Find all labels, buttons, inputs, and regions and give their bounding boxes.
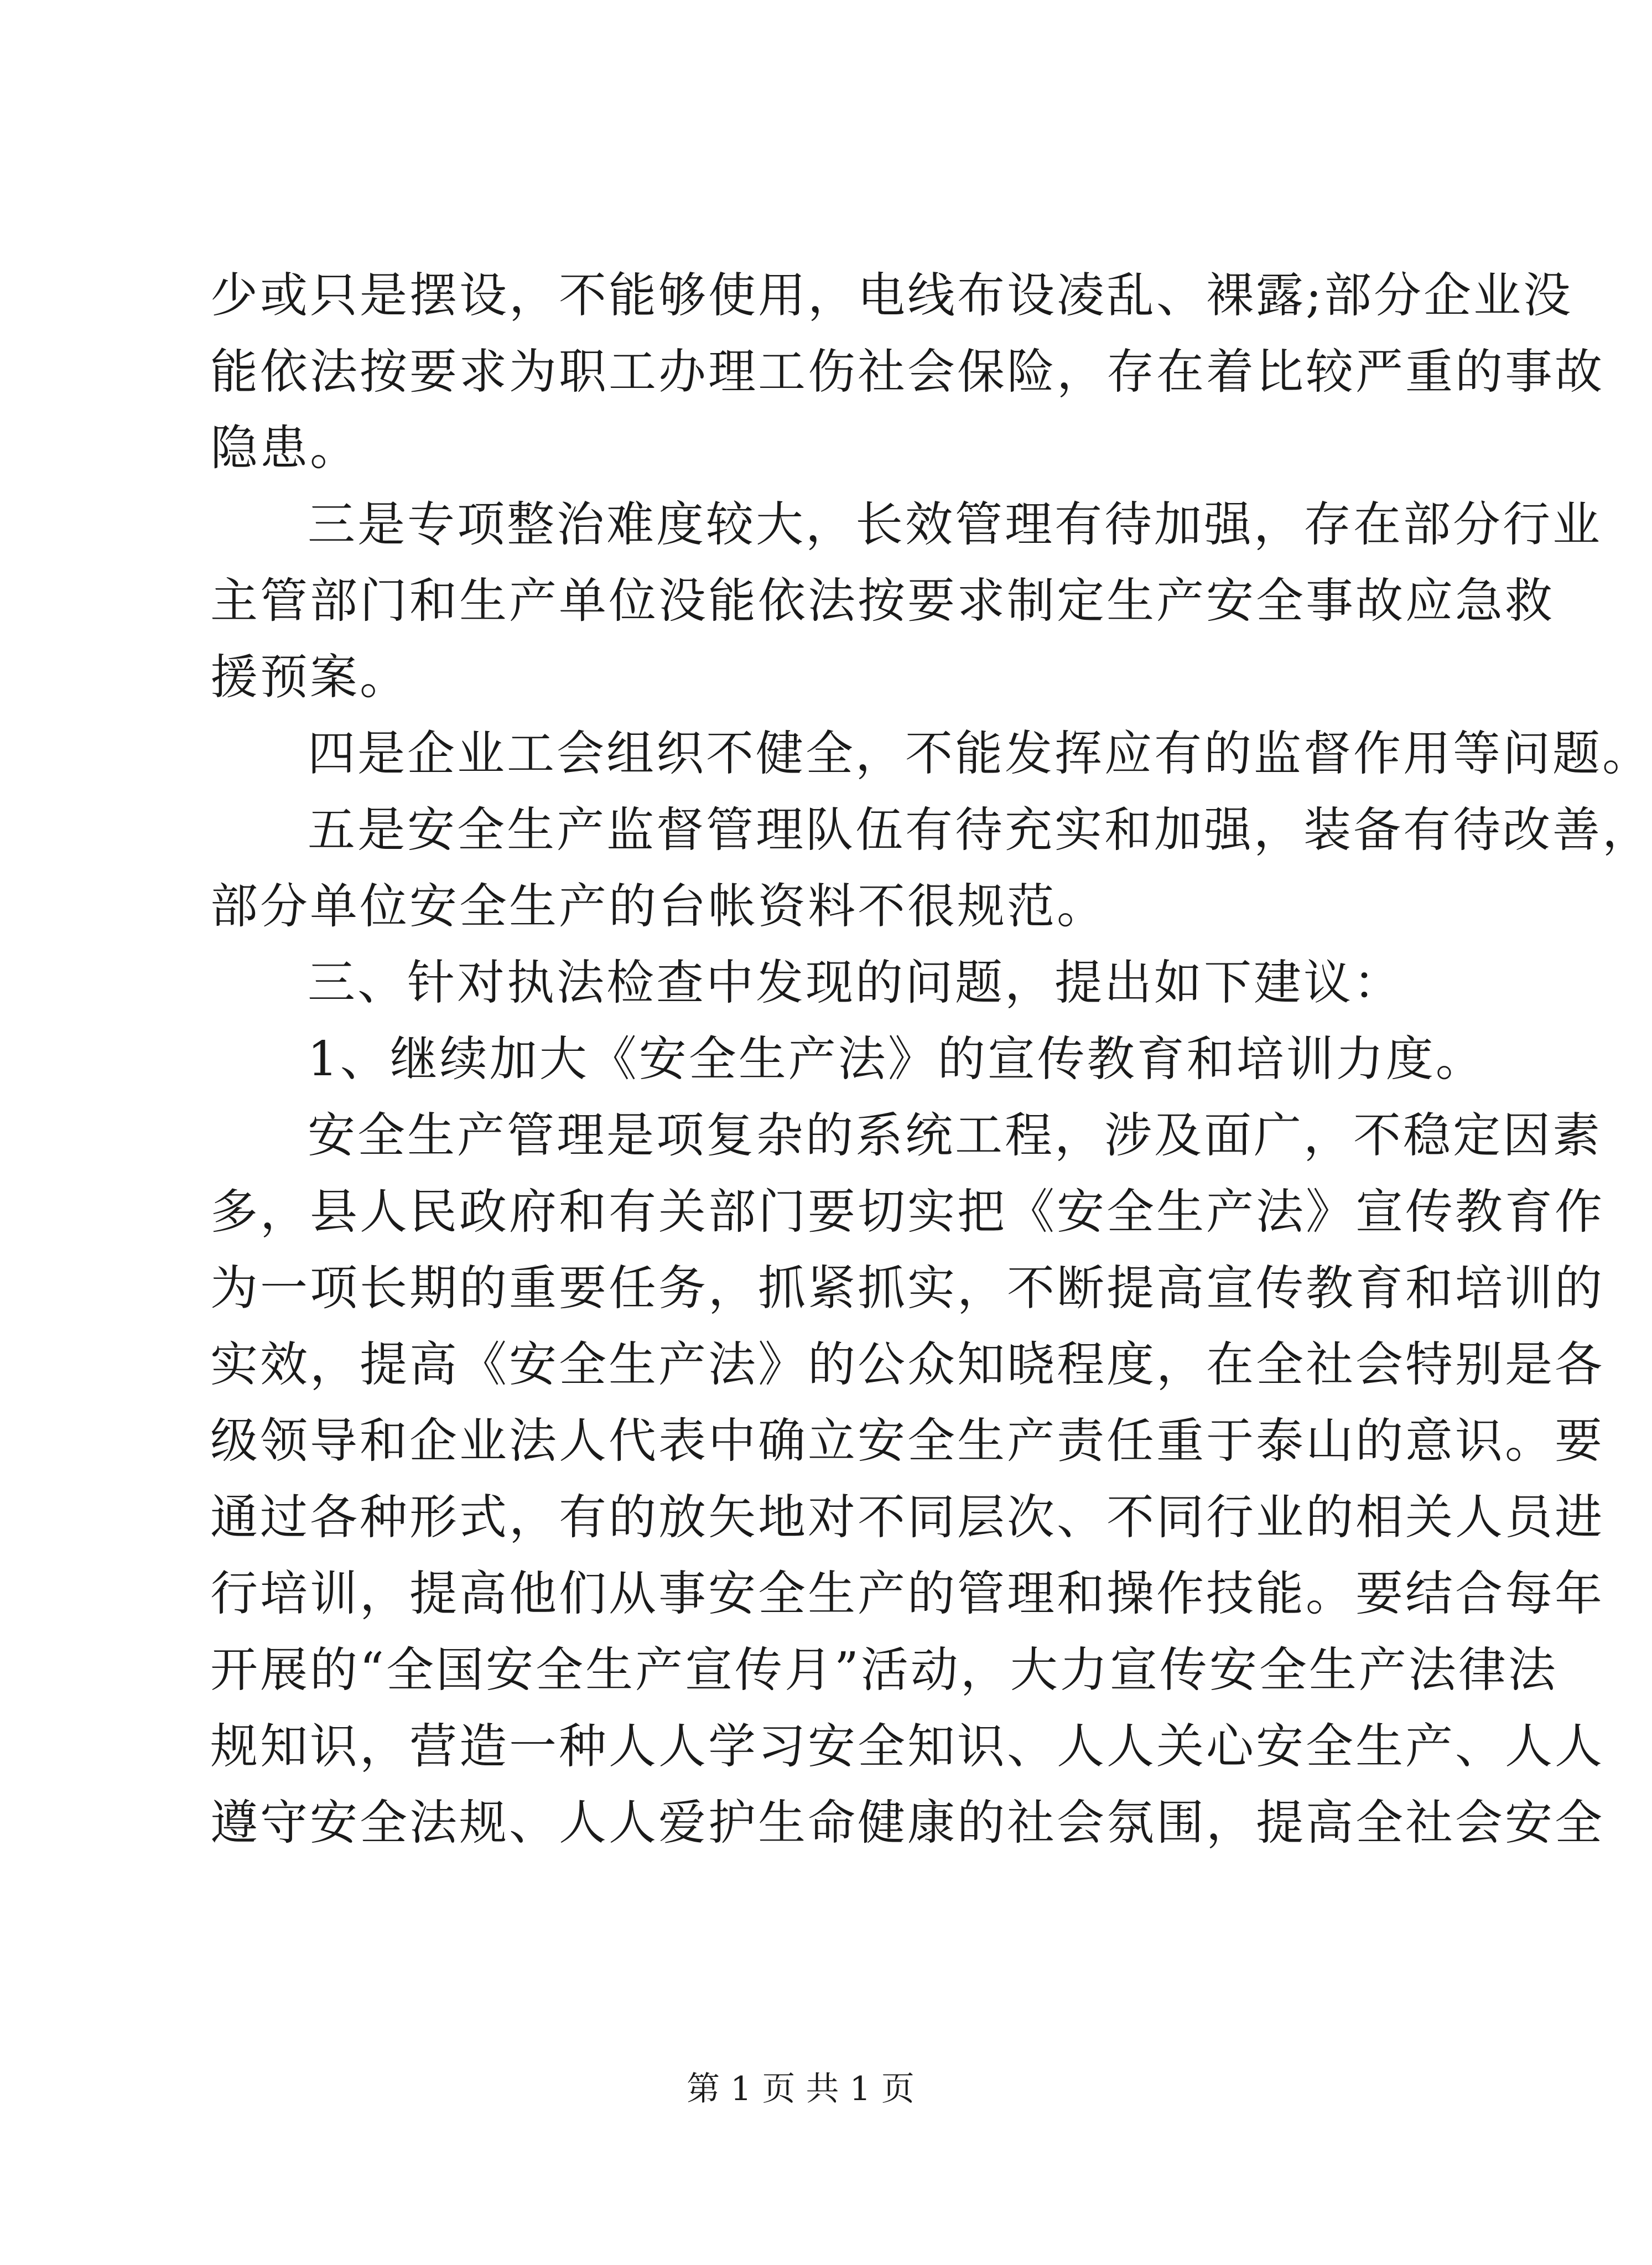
text-line: 为一项长期的重要任务，抓紧抓实，不断提高宣传教育和培训的 (210, 1261, 1604, 1316)
page-number-footer: 第 1 页 共 1 页 (687, 2070, 915, 2108)
text-line: 开展的“全国安全生产宣传月”活动，大力宣传安全生产法律法 (210, 1642, 1558, 1698)
text-line: 实效，提高《安全生产法》的公众知晓程度，在全社会特别是各 (210, 1337, 1604, 1392)
text-line: 少或只是摆设，不能够使用，电线布设凌乱、裸露;部分企业没 (210, 268, 1573, 323)
text-line: 行培训，提高他们从事安全生产的管理和操作技能。要结合每年 (210, 1566, 1604, 1621)
text-line: 遵守安全法规、人人爱护生命健康的社会氛围，提高全社会安全 (210, 1795, 1604, 1851)
section-heading: 三、针对执法检查中发现的问题，提出如下建议： (308, 955, 1403, 1010)
text-line: 级领导和企业法人代表中确立安全生产责任重于泰山的意识。要 (210, 1413, 1604, 1469)
text-line: 能依法按要求为职工办理工伤社会保险，存在着比较严重的事故 (210, 344, 1604, 400)
text-line: 通过各种形式，有的放矢地对不同层次、不同行业的相关人员进 (210, 1490, 1604, 1545)
paragraph-start-line: 安全生产管理是项复杂的系统工程，涉及面广，不稳定因素 (308, 1108, 1602, 1163)
text-line: 多，县人民政府和有关部门要切实把《安全生产法》宣传教育作 (210, 1184, 1604, 1240)
text-line: 隐患。 (210, 421, 360, 476)
subsection-heading: 1、继续加大《安全生产法》的宣传教育和培训力度。 (308, 1032, 1485, 1087)
paragraph-start-line: 三是专项整治难度较大，长效管理有待加强，存在部分行业 (308, 497, 1602, 552)
text-line: 规知识，营造一种人人学习安全知识、人人关心安全生产、人人 (210, 1719, 1604, 1774)
paragraph-start-line: 四是企业工会组织不健全，不能发挥应有的监督作用等问题。 (308, 726, 1652, 781)
paragraph-start-line: 五是安全生产监督管理队伍有待充实和加强，装备有待改善， (308, 802, 1652, 858)
document-body (210, 257, 1652, 1861)
text-line: 部分单位安全生产的台帐资料不很规范。 (210, 879, 1106, 934)
text-line: 援预案。 (210, 650, 409, 705)
text-line: 主管部门和生产单位没能依法按要求制定生产安全事故应急救 (210, 573, 1555, 629)
